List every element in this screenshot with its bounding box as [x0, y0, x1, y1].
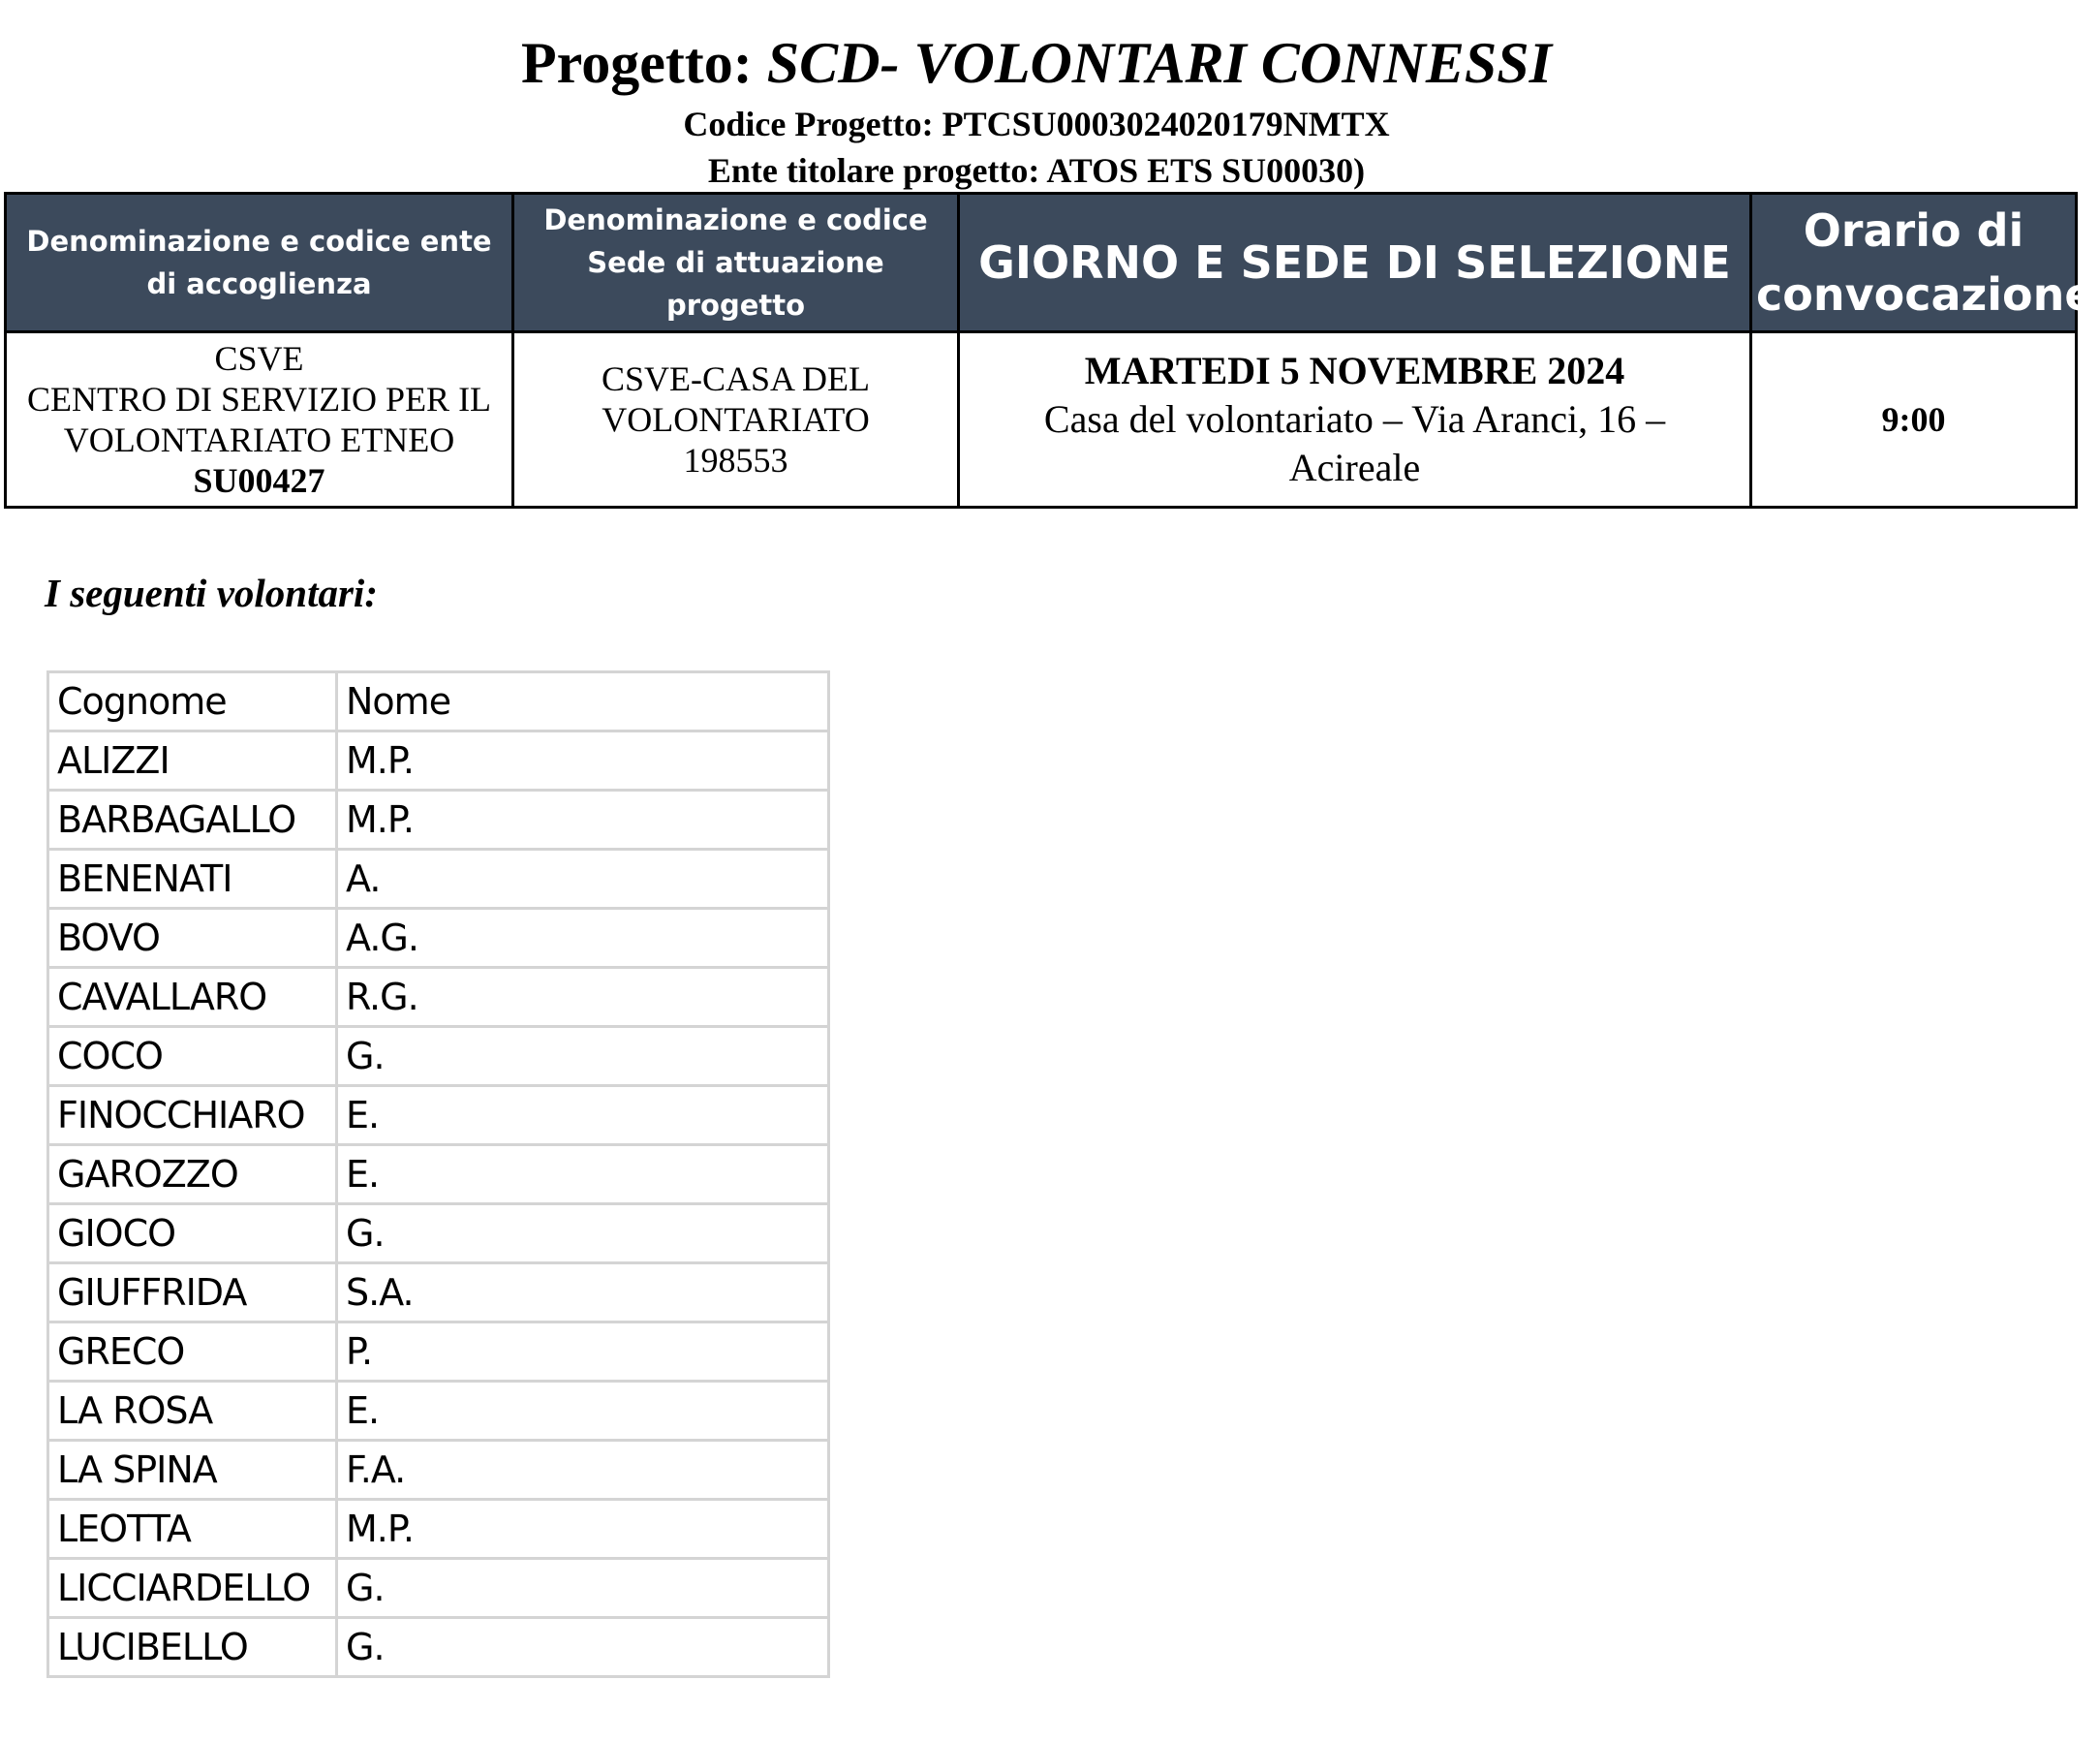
- nome-cell: M.P.: [337, 1500, 829, 1559]
- title-prefix: Progetto:: [521, 31, 753, 95]
- sede-name-line2: VOLONTARIATO: [602, 400, 870, 439]
- table-row: [48, 1086, 829, 1145]
- selection-place-line1: Casa del volontariato – Via Aranci, 16 –: [1043, 397, 1666, 441]
- nome-cell: G.: [337, 1559, 829, 1618]
- nome-cell: M.P.: [337, 791, 829, 850]
- nome-cell: P.: [337, 1322, 829, 1382]
- project-name: SCD- VOLONTARI CONNESSI: [766, 31, 1552, 95]
- nome-cell: G.: [337, 1204, 829, 1263]
- cognome-cell: FINOCCHIARO: [48, 1086, 337, 1145]
- orario-cell: 9:00: [1751, 332, 2077, 508]
- header-sede-attuazione: Denominazione e codice Sede di attuazione progetto: [513, 194, 959, 332]
- table-row: [48, 1382, 829, 1441]
- info-header-row: [6, 194, 2077, 332]
- nome-cell: E.: [337, 1382, 829, 1441]
- volunteers-table: [46, 670, 830, 1678]
- selection-place-line2: Acireale: [1288, 446, 1421, 489]
- sede-attuazione-cell: [513, 332, 959, 508]
- nome-cell: R.G.: [337, 968, 829, 1027]
- nome-cell: M.P.: [337, 731, 829, 791]
- table-row: [48, 1263, 829, 1322]
- ente-accoglienza-cell: [6, 332, 513, 508]
- header-orario: Orario di convocazione: [1751, 194, 2077, 332]
- cognome-cell: LA SPINA: [48, 1441, 337, 1500]
- cognome-cell: BENENATI: [48, 850, 337, 909]
- cognome-cell: GAROZZO: [48, 1145, 337, 1204]
- nome-cell: F.A.: [337, 1441, 829, 1500]
- table-row: [48, 1559, 829, 1618]
- cognome-cell: LUCIBELLO: [48, 1618, 337, 1677]
- project-code: Codice Progetto: PTCSU0003024020179NMTX: [683, 105, 1390, 143]
- nome-cell: G.: [337, 1618, 829, 1677]
- table-row: [48, 968, 829, 1027]
- nome-cell: A.: [337, 850, 829, 909]
- table-row: [48, 791, 829, 850]
- ente-acronym: CSVE: [214, 339, 304, 378]
- header-giorno-sede: GIORNO E SEDE DI SELEZIONE: [959, 194, 1751, 332]
- cognome-cell: GRECO: [48, 1322, 337, 1382]
- cognome-cell: GIOCO: [48, 1204, 337, 1263]
- header-nome: Nome: [337, 672, 829, 731]
- table-row: [48, 1145, 829, 1204]
- nome-cell: G.: [337, 1027, 829, 1086]
- cognome-cell: LA ROSA: [48, 1382, 337, 1441]
- ente-name-line2: VOLONTARIATO ETNEO: [63, 420, 455, 459]
- table-row: [48, 909, 829, 968]
- table-row: [48, 1441, 829, 1500]
- volunteers-intro: I seguenti volontari:: [45, 571, 378, 615]
- header-ente-accoglienza: Denominazione e codice ente di accoglienza: [6, 194, 513, 332]
- table-row: [48, 1500, 829, 1559]
- table-row: [48, 731, 829, 791]
- cognome-cell: LEOTTA: [48, 1500, 337, 1559]
- cognome-cell: LICCIARDELLO: [48, 1559, 337, 1618]
- table-row: [48, 1618, 829, 1677]
- nome-cell: E.: [337, 1145, 829, 1204]
- cognome-cell: BARBAGALLO: [48, 791, 337, 850]
- ente-titolare: Ente titolare progetto: ATOS ETS SU00030): [707, 151, 1366, 190]
- table-row: [48, 1027, 829, 1086]
- table-header-row: [48, 672, 829, 731]
- cognome-cell: CAVALLARO: [48, 968, 337, 1027]
- giorno-sede-cell: [959, 332, 1751, 508]
- selection-info-table: [4, 192, 2095, 509]
- selection-date: MARTEDI 5 NOVEMBRE 2024: [1084, 349, 1625, 392]
- cognome-cell: GIUFFRIDA: [48, 1263, 337, 1322]
- nome-cell: A.G.: [337, 909, 829, 968]
- table-row: [48, 850, 829, 909]
- ente-name-line1: CENTRO DI SERVIZIO PER IL: [26, 380, 492, 419]
- ente-code: SU00427: [193, 461, 325, 500]
- table-row: [48, 1204, 829, 1263]
- nome-cell: S.A.: [337, 1263, 829, 1322]
- document-title: [0, 29, 2073, 97]
- nome-cell: E.: [337, 1086, 829, 1145]
- cognome-cell: ALIZZI: [48, 731, 337, 791]
- cognome-cell: BOVO: [48, 909, 337, 968]
- header-cognome: Cognome: [48, 672, 337, 731]
- cognome-cell: COCO: [48, 1027, 337, 1086]
- sede-name-line1: CSVE-CASA DEL: [601, 359, 871, 398]
- info-data-row: [6, 332, 2077, 508]
- table-row: [48, 1322, 829, 1382]
- sede-code: 198553: [683, 441, 788, 480]
